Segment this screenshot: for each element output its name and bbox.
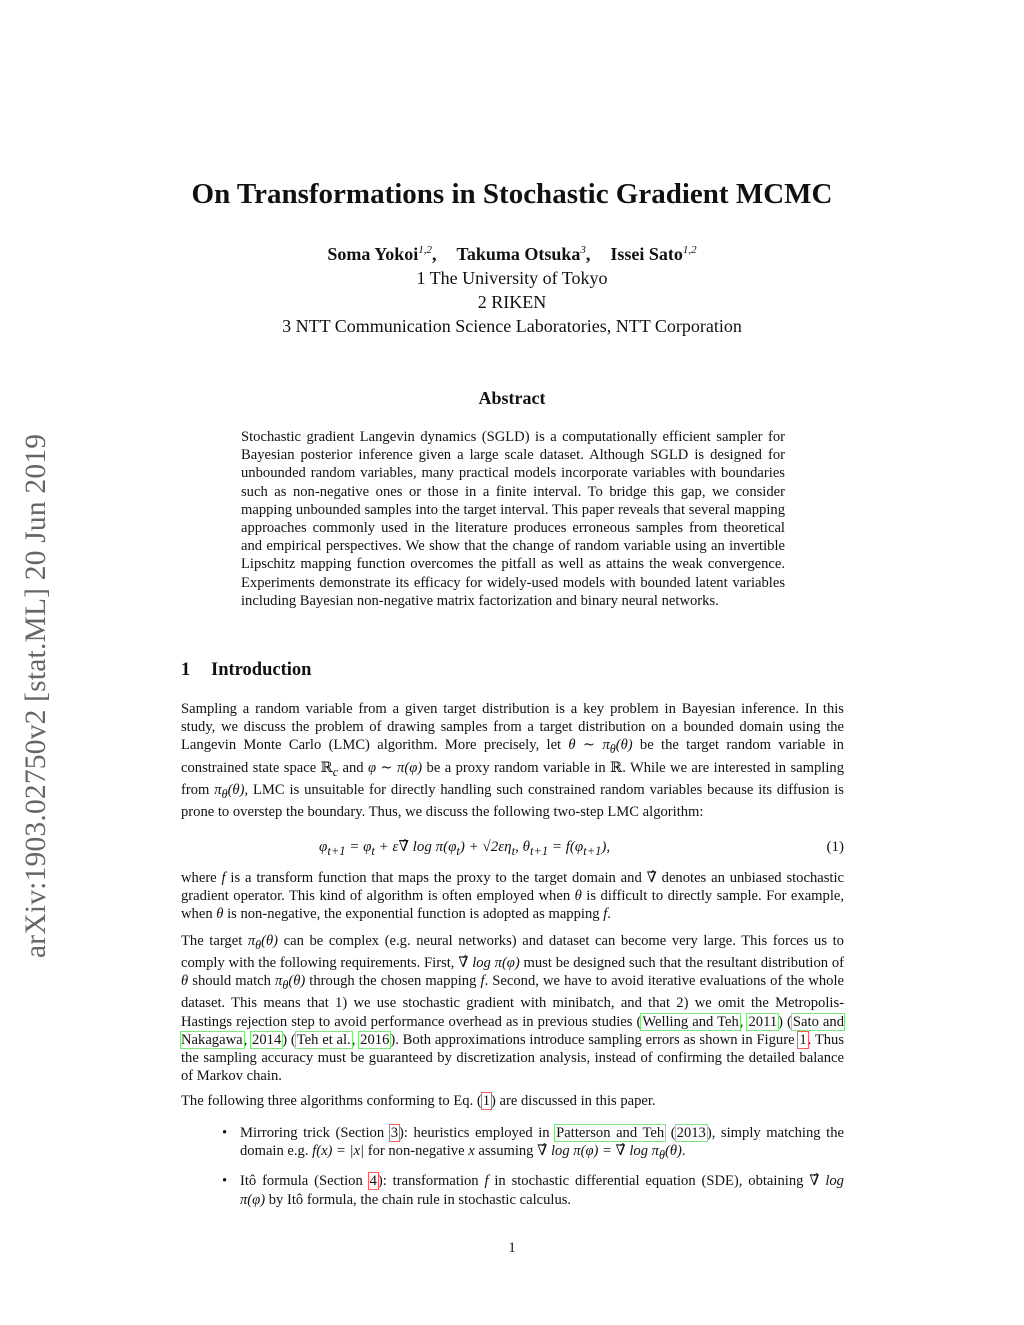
abstract-text: Stochastic gradient Langevin dynamics (SGLD) is a computationally efficient sampler for Bayesian posterior inference given a large scale dataset. Although SGLD is designed for unbounded random variables, many practical models incorporate variables with boundaries such as non-negative ones or those in a finite interval. To bridge this gap, we consider mapping unbounded samples into the target interval. This paper reveals that several mapping approaches commonly used in the literature produces erroneous samples from theoretical and empirical perspectives. We show that the change of random variable using an invertible Lipschitz mapping function overcomes the pitfall as well as attains the weak convergence. Experiments demonstrate its efficacy for widely-used models with bounded latent variables including Bayesian non-negative matrix factorization and binary neural networks. <box>241 429 785 609</box>
citation-year-link[interactable]: 2011 <box>748 1013 778 1030</box>
author-affil-sup: 1,2 <box>682 244 697 256</box>
figure-ref-link[interactable]: 1 <box>799 1031 807 1048</box>
list-item: • Mirroring trick (Section 3): heuristics employed in Patterson and Teh (2013), simply matching the domain e.g. f(x) = |x| for non-negative x assuming ∇̂ log π(φ) = ∇̂ $\log \pi_\theta(\theta)$. <box>222 1125 844 1163</box>
citation-link[interactable]: Sato and Nakagawa <box>181 1013 844 1048</box>
algorithm-list <box>222 1124 844 1217</box>
affiliation: 2 RIKEN <box>477 292 547 312</box>
equation-ref-link[interactable]: 1 <box>482 1093 491 1109</box>
intro-paragraph-3: The target $\pi_\theta(\theta)$ can be complex (e.g. neural networks) and dataset can become very large. This forces us to comply with the following requirements. First, ∇̂ log π(φ) must be designed such that the resultant distribution of θ should match $\pi_\theta(\theta)$ through the chosen mapping f. Second, we have to avoid iterative evaluations of the whole dataset. This means that 1) we use stochastic gradient with minibatch, and that 2) we omit the Metropolis-Hastings rejection step to avoid performance overhead as in previous studies (Welling and Teh, 2011) (Sato and Nakagawa, 2014) (Teh et al., 2016). Both approximations introduce sampling errors as shown in Figure 1. Thus the sampling accuracy must be guaranteed by discretization analysis, instead of confirming the detailed balance of Markov chain. <box>181 933 845 1085</box>
intro-paragraph-4: The following three algorithms conforming to Eq. (1) are discussed in this paper. <box>181 1093 656 1109</box>
section-heading-introduction <box>181 658 311 682</box>
citation-link[interactable]: Teh et al. <box>296 1031 351 1048</box>
citation-year-link[interactable]: 2014 <box>252 1031 282 1048</box>
affiliation: 1 The University of Tokyo <box>416 268 608 288</box>
equation-1 <box>181 837 844 861</box>
citation-link[interactable]: Welling and Teh <box>642 1013 739 1030</box>
equation-number: (1) <box>826 839 844 855</box>
citation-link[interactable]: Patterson and Teh <box>556 1125 665 1141</box>
section-ref-link[interactable]: 4 <box>369 1173 377 1190</box>
author-names: Soma Yokoi$^{1,2}$, Takuma Otsuka$^3$, Issei Sato$^{1,2}$ <box>327 244 697 264</box>
intro-paragraph-1: Sampling a random variable from a given target distribution is a key problem in Bayesian inference. In this study, we discuss the problem of drawing samples from a target distribution on a bounded domain using the Langevin Monte Carlo (LMC) algorithm. More precisely, let θ ∼ $\pi_\theta(\theta)$ be the target random variable in constrained state space ℝ$_c$ and φ ∼ π(φ) be a proxy random variable in ℝ. While we are interested in sampling from $\pi_\theta(\theta)$, LMC is unsuitable for directly handling such constrained random variables because its diffusion is prone to overstep the boundary. Thus, we discuss the following two-step LMC algorithm: <box>181 701 844 820</box>
author-name: Takuma Otsuka <box>456 244 581 264</box>
author-name: Issei Sato <box>610 244 683 264</box>
section-number: 1 <box>181 660 191 680</box>
bullet-icon: • <box>222 1173 228 1190</box>
author-name: Soma Yokoi <box>327 244 419 264</box>
list-item: • Itô formula (Section 4): transformation f in stochastic differential equation (SDE), obtaining ∇̂ log π(φ) by Itô formula, the chain rule in stochastic calculus. <box>222 1173 844 1208</box>
affiliation: 3 NTT Communication Science Laboratories, NTT Corporation <box>282 316 742 336</box>
author-affil-sup: 3 <box>580 244 586 256</box>
page-number: 1 <box>508 1240 516 1256</box>
bullet-icon: • <box>222 1125 228 1141</box>
abstract-heading: Abstract <box>478 388 546 408</box>
section-title: Introduction <box>211 660 312 680</box>
citation-year-link[interactable]: 2013 <box>676 1125 706 1141</box>
equation-formula: $\varphi_{t+1} = \varphi_t$ + ε∇̂ $\log \pi(\varphi_t) + √2\varepsilon\eta_t$, $\theta_{t+1} = f(\varphi_{t+1})$, <box>319 839 611 858</box>
arxiv-identifier: arXiv:1903.02750v2 [stat.ML] 20 Jun 2019 <box>20 433 52 958</box>
author-block <box>0 242 1024 338</box>
section-ref-link[interactable]: 3 <box>390 1125 399 1141</box>
author-affil-sup: 1,2 <box>418 244 432 256</box>
intro-paragraph-2: where f is a transform function that maps the proxy to the target domain and ∇̂ denotes an unbiased stochastic gradient operator. This kind of algorithm is often employed when θ is difficult to directly sample. For example, when θ is non-negative, the exponential function is adopted as mapping f. <box>181 870 844 923</box>
citation-year-link[interactable]: 2016 <box>360 1031 390 1048</box>
paper-title: On Transformations in Stochastic Gradient MCMC <box>191 178 833 210</box>
